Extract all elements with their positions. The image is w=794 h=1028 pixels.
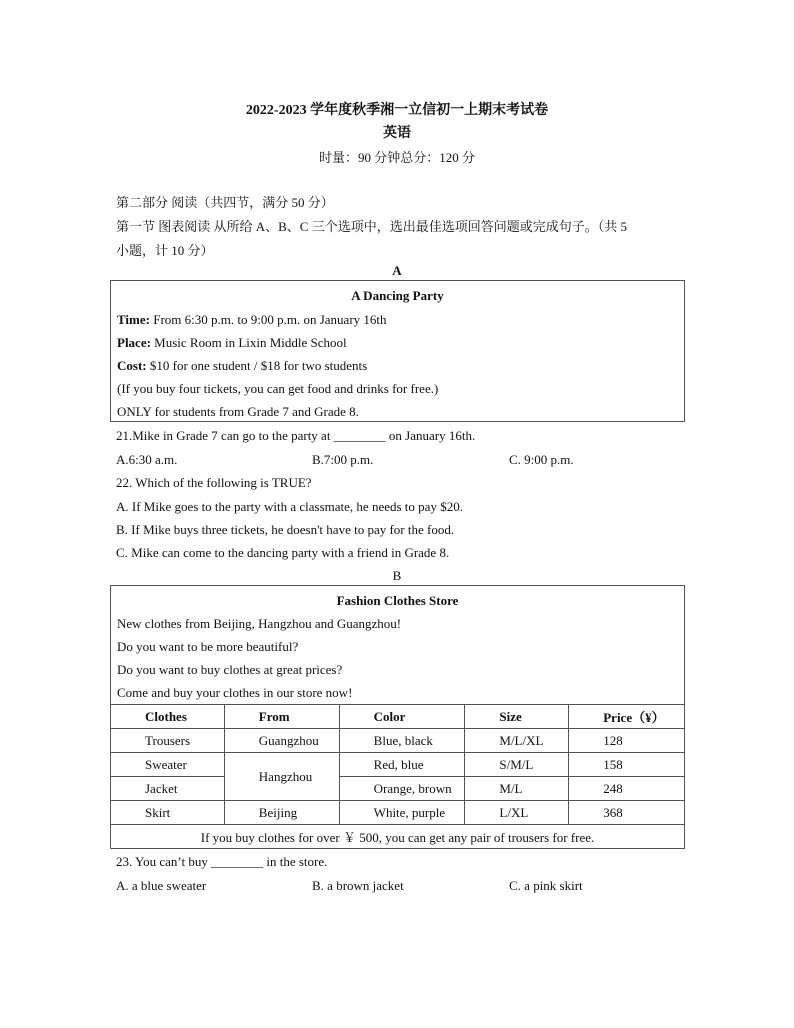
table-cell: Guangzhou xyxy=(224,729,339,753)
passage-b-label: B xyxy=(392,568,402,583)
q21-option-c: C. 9:00 p.m. xyxy=(509,452,574,467)
q22-stem: 22. Which of the following is TRUE? xyxy=(116,475,312,490)
table-cell: Orange, brown xyxy=(339,777,465,801)
table-cell: 158 xyxy=(569,753,685,777)
passage-b-box xyxy=(110,585,685,705)
table-row xyxy=(111,801,685,825)
passage-a-place: Place: Music Room in Lixin Middle School xyxy=(117,335,347,350)
passage-b-line2: Do you want to be more beautiful? xyxy=(117,639,299,654)
time-info: 时量：90 分钟总分：120 分 xyxy=(318,150,475,165)
q23-option-c: C. a pink skirt xyxy=(509,878,583,893)
table-footer-note: If you buy clothes for over ￥ 500, you can get any pair of trousers for free. xyxy=(111,825,685,849)
q22-option-a: A. If Mike goes to the party with a classmate, he needs to pay $20. xyxy=(116,499,463,514)
table-cell: Red, blue xyxy=(339,753,465,777)
clothes-table xyxy=(110,704,685,849)
table-cell: 128 xyxy=(569,729,685,753)
table-cell: Blue, black xyxy=(339,729,465,753)
section-instruction-line2: 小题，计 10 分） xyxy=(116,243,214,258)
q21-stem: 21.Mike in Grade 7 can go to the party at ________ on January 16th. xyxy=(116,428,476,443)
passage-b-line3: Do you want to buy clothes at great prices? xyxy=(117,662,343,677)
passage-a-label: A xyxy=(392,263,402,278)
table-cell: S/M/L xyxy=(465,753,569,777)
passage-b-title: Fashion Clothes Store xyxy=(336,593,459,608)
table-header-row xyxy=(111,705,685,729)
table-cell: Trousers xyxy=(111,729,225,753)
table-header-cell: Color xyxy=(339,705,465,729)
table-cell: 248 xyxy=(569,777,685,801)
q23-stem: 23. You can’t buy ________ in the store. xyxy=(116,854,328,869)
passage-a-time: Time: From 6:30 p.m. to 9:00 p.m. on January 16th xyxy=(117,312,387,327)
table-header-cell: Price（¥） xyxy=(569,705,685,729)
q21-option-a: A.6:30 a.m. xyxy=(116,452,178,467)
passage-a-only: ONLY for students from Grade 7 and Grade 8. xyxy=(117,404,359,419)
q22-option-b: B. If Mike buys three tickets, he doesn't have to pay for the food. xyxy=(116,522,455,537)
passage-a-note: (If you buy four tickets, you can get food and drinks for free.) xyxy=(117,381,439,396)
table-cell: Skirt xyxy=(111,801,225,825)
q23-option-b: B. a brown jacket xyxy=(312,878,404,893)
section-instruction-line1: 第一节 图表阅读 从所给 A、B、C 三个选项中，选出最佳选项回答问题或完成句子。（共 5 xyxy=(116,219,627,234)
table-cell: L/XL xyxy=(465,801,569,825)
table-cell: Sweater xyxy=(111,753,225,777)
part-heading: 第二部分 阅读（共四节，满分 50 分） xyxy=(116,195,334,210)
passage-a-title: A Dancing Party xyxy=(351,288,444,303)
q21-option-b: B.7:00 p.m. xyxy=(312,452,374,467)
subject-title: 英语 xyxy=(383,126,411,141)
passage-a-cost: Cost: $10 for one student / $18 for two students xyxy=(117,358,368,373)
table-footer-row xyxy=(111,825,685,849)
table-header-cell: Clothes xyxy=(111,705,225,729)
table-cell: Jacket xyxy=(111,777,225,801)
table-cell: White, purple xyxy=(339,801,465,825)
table-cell: M/L xyxy=(465,777,569,801)
table-header-cell: From xyxy=(224,705,339,729)
q23-option-a: A. a blue sweater xyxy=(116,878,207,893)
table-cell: M/L/XL xyxy=(465,729,569,753)
table-cell: Hangzhou xyxy=(224,753,339,801)
table-header-cell: Size xyxy=(465,705,569,729)
table-cell: Beijing xyxy=(224,801,339,825)
passage-a-box xyxy=(110,280,685,422)
table-row xyxy=(111,777,685,801)
passage-b-line4: Come and buy your clothes in our store now! xyxy=(117,685,353,700)
table-row xyxy=(111,753,685,777)
passage-b-line1: New clothes from Beijing, Hangzhou and Guangzhou! xyxy=(117,616,402,631)
table-row xyxy=(111,729,685,753)
q22-option-c: C. Mike can come to the dancing party with a friend in Grade 8. xyxy=(116,545,450,560)
table-cell: 368 xyxy=(569,801,685,825)
exam-title: 2022-2023 学年度秋季湘一立信初一上期末考试卷 xyxy=(245,103,549,118)
